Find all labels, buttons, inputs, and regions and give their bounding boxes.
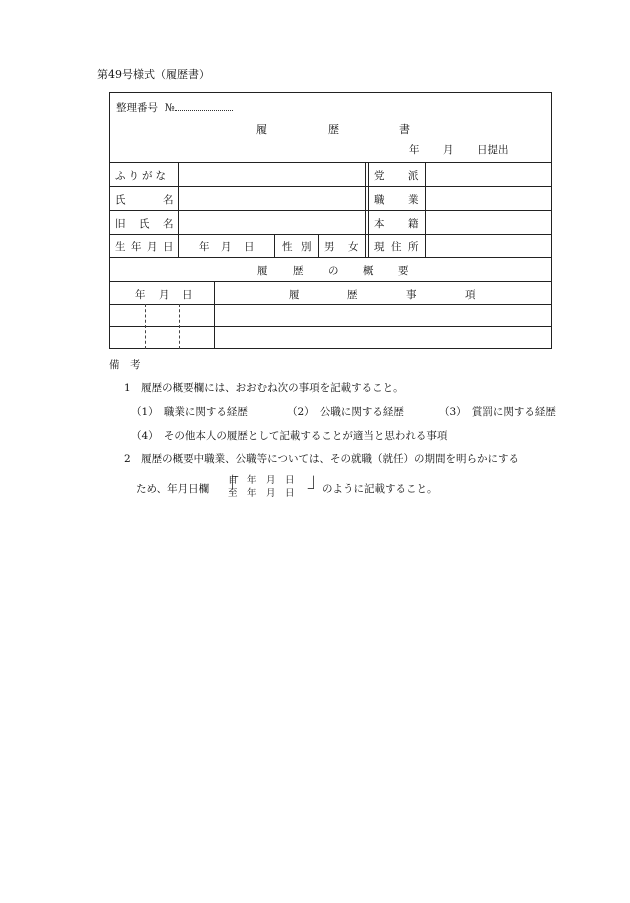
resume-title-char: 歴 (328, 123, 339, 136)
col-header-day: 日 (182, 289, 193, 301)
example-from-date: 自 年 月 日 (228, 475, 295, 486)
furigana-field[interactable] (179, 163, 365, 186)
furigana-label: ふりがな (115, 170, 169, 182)
occupation-label: 職 (374, 194, 385, 206)
note-1: 1 履歴の概要欄には、おおむね次の事項を記載すること。 (124, 382, 404, 394)
note-2: 2 履歴の概要中職業、公職等については、その就職（就任）の期間を明らかにする (124, 453, 519, 465)
birth-day-label: 日 (244, 241, 255, 253)
note-1-item-1: （1） 職業に関する経歴 (131, 406, 248, 418)
domicile-label: 本 (374, 218, 385, 230)
reference-number-field[interactable] (175, 101, 233, 111)
party-label: 党 (374, 170, 385, 182)
birth-year-label: 年 (199, 241, 210, 253)
old-name-label: 氏 (139, 218, 150, 230)
summary-title-char: 履 (257, 265, 268, 277)
notes-heading: 備 考 (109, 359, 141, 371)
col-divider (274, 234, 275, 257)
birth-month-label: 月 (221, 241, 232, 253)
col-header-history: 事 (406, 289, 417, 301)
form-number-title: 第49号様式（履歴書） (97, 68, 210, 81)
old-name-field[interactable] (179, 211, 365, 234)
col-header-month: 月 (159, 289, 170, 301)
occupation-label: 業 (408, 194, 419, 206)
birthdate-label: 月 (147, 241, 158, 253)
gender-female-option[interactable]: 女 (348, 241, 359, 253)
birthdate-label: 生 (115, 241, 126, 253)
submit-day-label: 日提出 (477, 144, 509, 156)
note-1-item-3: （3） 賞罰に関する経歴 (439, 406, 556, 418)
row-divider (109, 281, 552, 282)
history-entry-field[interactable] (215, 327, 551, 348)
summary-title-char: 概 (363, 265, 374, 277)
note-2-end: のように記載すること。 (322, 483, 438, 495)
domicile-label: 籍 (408, 218, 419, 230)
row-divider (109, 257, 552, 258)
col-header-history: 項 (465, 289, 476, 301)
old-name-label: 名 (163, 218, 174, 230)
summary-title-char: 歴 (293, 265, 304, 277)
reference-number-label: 整理番号 № (116, 100, 233, 115)
address-label: 住 (391, 241, 402, 253)
history-entry-field[interactable] (215, 305, 551, 326)
name-label: 名 (163, 194, 174, 206)
date-dashed-divider (145, 304, 146, 349)
address-label: 所 (408, 241, 419, 253)
domicile-field[interactable] (426, 211, 551, 234)
party-label: 派 (408, 170, 419, 182)
col-divider (318, 234, 319, 257)
col-header-history: 歴 (347, 289, 358, 301)
col-header-year: 年 (135, 289, 146, 301)
submit-year-label: 年 (409, 144, 420, 156)
note-1-item-4: （4） その他本人の履歴として記載することが適当と思われる事項 (131, 430, 448, 442)
gender-label: 性 (282, 241, 293, 253)
address-label: 現 (374, 241, 385, 253)
submit-month-label: 月 (443, 144, 454, 156)
col-divider (365, 162, 366, 257)
summary-title-char: 要 (398, 265, 409, 277)
name-label: 氏 (115, 194, 126, 206)
bracket-close: 」 (307, 468, 327, 492)
note-2-continued: ため、年月日欄 (136, 483, 210, 495)
example-to-date: 至 年 月 日 (228, 488, 295, 499)
gender-label: 別 (301, 241, 312, 253)
col-divider (368, 162, 369, 257)
resume-title-char: 履 (256, 123, 267, 136)
gender-male-option[interactable]: 男 (324, 241, 335, 253)
bracket-open: 「 (219, 474, 239, 498)
party-field[interactable] (426, 163, 551, 186)
birthdate-label: 年 (131, 241, 142, 253)
resume-title-char: 書 (399, 123, 410, 136)
summary-title-char: の (328, 265, 339, 277)
col-header-history: 履 (289, 289, 300, 301)
birthdate-label: 日 (163, 241, 174, 253)
name-field[interactable] (179, 187, 365, 210)
note-1-item-2: （2） 公職に関する経歴 (287, 406, 404, 418)
date-dashed-divider (179, 304, 180, 349)
old-name-label: 旧 (115, 218, 126, 230)
address-field[interactable] (426, 235, 551, 257)
occupation-field[interactable] (426, 187, 551, 210)
